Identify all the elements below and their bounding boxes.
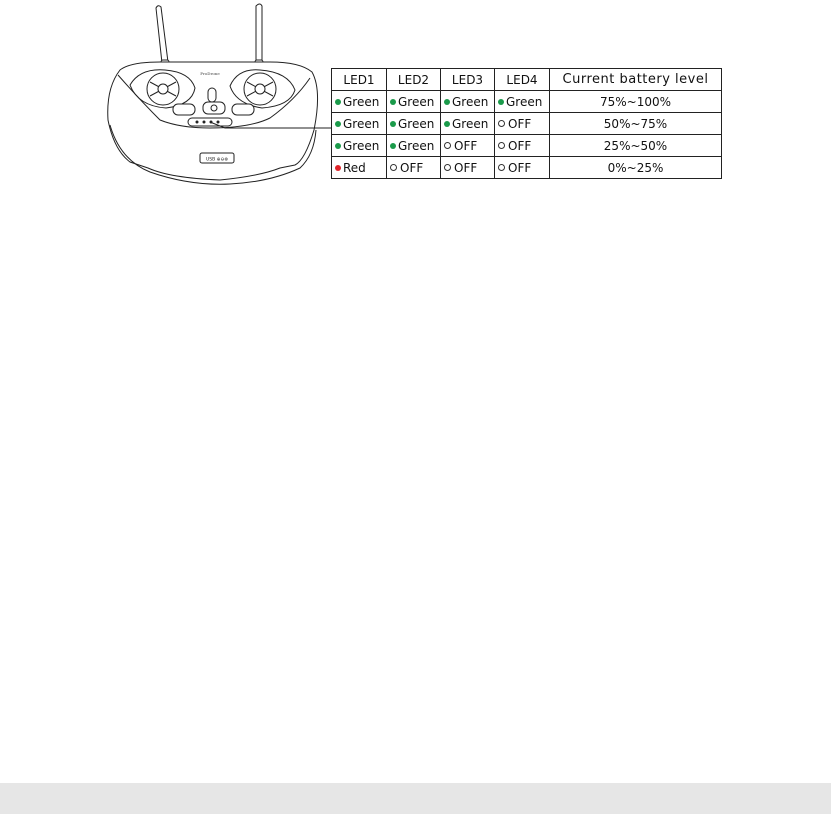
led3-cell	[441, 91, 495, 113]
led1-cell	[332, 113, 387, 135]
green-led-dot-icon	[335, 121, 341, 127]
header-led1: LED1	[332, 69, 387, 91]
led-state-label: Green	[343, 116, 380, 131]
brand-logo: ProDrone	[200, 71, 220, 76]
green-led-dot-icon	[390, 121, 396, 127]
led-state-label: OFF	[508, 160, 532, 175]
led-state-label: Green	[343, 94, 380, 109]
led2-cell	[387, 91, 441, 113]
led-state-label: OFF	[508, 138, 532, 153]
led-state-label: Green	[452, 94, 489, 109]
table-row	[332, 91, 722, 113]
battery-level-cell: 25%~50%	[550, 135, 722, 157]
port-label: USB ⊕⊖⊗	[206, 157, 228, 163]
header-battery-level: Current battery level	[550, 69, 722, 91]
led-state-label: Green	[506, 94, 543, 109]
led4-cell	[495, 113, 550, 135]
header-led2: LED2	[387, 69, 441, 91]
led-state-label: Green	[343, 138, 380, 153]
led-state-label: OFF	[454, 138, 478, 153]
table-body	[332, 91, 722, 179]
led4-cell	[495, 157, 550, 179]
led-state-label: Red	[343, 160, 366, 175]
table-row	[332, 113, 722, 135]
led3-cell	[441, 113, 495, 135]
led3-cell	[441, 135, 495, 157]
led2-cell	[387, 157, 441, 179]
red-led-dot-icon	[335, 165, 341, 171]
led3-cell	[441, 157, 495, 179]
off-led-dot-icon	[498, 142, 505, 149]
green-led-dot-icon	[335, 99, 341, 105]
battery-level-cell: 0%~25%	[550, 157, 722, 179]
led1-cell	[332, 135, 387, 157]
table-row	[332, 135, 722, 157]
battery-level-table	[331, 68, 722, 179]
off-led-dot-icon	[498, 120, 505, 127]
footer-bar	[0, 783, 831, 814]
off-led-dot-icon	[444, 164, 451, 171]
green-led-dot-icon	[390, 99, 396, 105]
led1-cell	[332, 157, 387, 179]
led-state-label: Green	[398, 138, 435, 153]
battery-level-cell: 50%~75%	[550, 113, 722, 135]
led-state-label: OFF	[508, 116, 532, 131]
led2-cell	[387, 135, 441, 157]
remote-controller-illustration	[100, 0, 340, 200]
center-switch	[208, 88, 216, 102]
battery-level-cell: 75%~100%	[550, 91, 722, 113]
off-led-dot-icon	[498, 164, 505, 171]
header-led4: LED4	[495, 69, 550, 91]
green-led-dot-icon	[444, 121, 450, 127]
table-row	[332, 157, 722, 179]
led-state-label: Green	[398, 94, 435, 109]
led-state-label: OFF	[400, 160, 424, 175]
led4-cell	[495, 135, 550, 157]
led1-cell	[332, 91, 387, 113]
function-buttons	[173, 102, 254, 115]
off-led-dot-icon	[444, 142, 451, 149]
led2-cell	[387, 113, 441, 135]
led4-cell	[495, 91, 550, 113]
green-led-dot-icon	[444, 99, 450, 105]
led-state-label: OFF	[454, 160, 478, 175]
off-led-dot-icon	[390, 164, 397, 171]
green-led-dot-icon	[498, 99, 504, 105]
table-header-row	[332, 69, 722, 91]
header-led3: LED3	[441, 69, 495, 91]
led-state-label: Green	[398, 116, 435, 131]
green-led-dot-icon	[390, 143, 396, 149]
led-state-label: Green	[452, 116, 489, 131]
green-led-dot-icon	[335, 143, 341, 149]
